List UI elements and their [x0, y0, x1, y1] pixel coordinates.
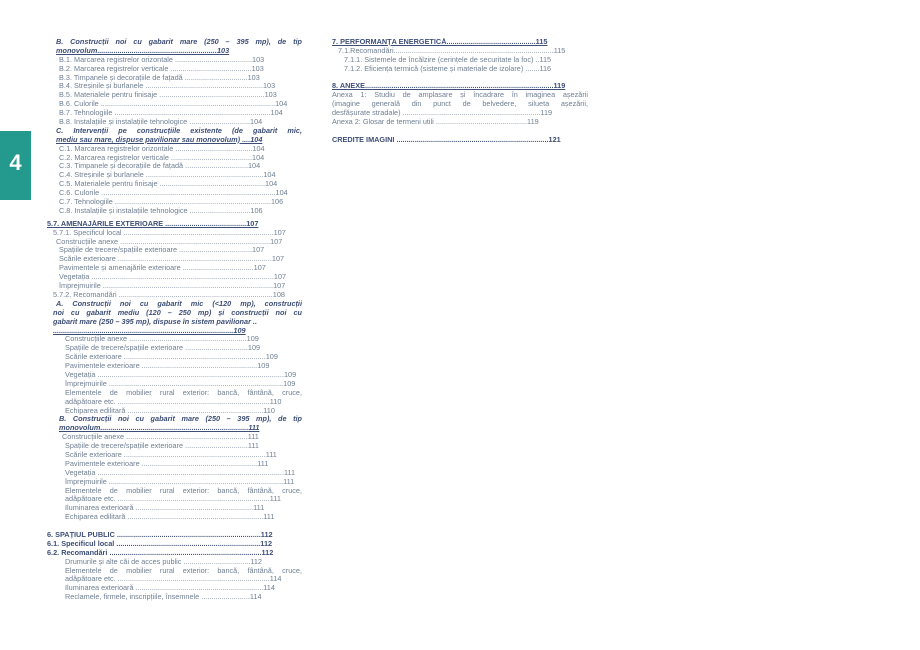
toc-entry: C.6. Culorile ......................................................................................104 [59, 189, 288, 198]
toc-entry: adăpătoare etc. ...........................................................................111 [65, 495, 281, 504]
toc-entry: Pavimentele exterioare .........................................................111 [65, 459, 269, 468]
toc-entry: Echiparea edilitară ...................................................................111 [65, 513, 275, 522]
toc-entry: B.7. Tehnologiile .............................................................................104 [59, 109, 283, 118]
toc-entry: Elementele de mobilier rural exterior: bancă, fântână, cruce, [65, 486, 302, 495]
toc-entry: Pavimentele și amenajările exterioare ...................................107 [59, 264, 266, 273]
toc-entry: Echiparea edilitară ...................................................................110 [65, 406, 275, 415]
toc-entry: .........................................................................................109 [53, 326, 246, 335]
toc-entry: mediu sau mare, dispuse pavilionar sau monovolum) ....104 [56, 135, 263, 144]
toc-spacer [47, 522, 302, 531]
toc-entry: gabarit mare (250 – 395 mp), dispuse în sistem pavilionar .. [53, 317, 257, 326]
toc-entry: adăpătoare etc. ...........................................................................110 [65, 397, 282, 406]
toc-spacer [332, 127, 588, 136]
chapter-side-tab [0, 131, 31, 200]
toc-entry: B.3. Timpanele și decorațiile de fațadă ...............................103 [59, 73, 260, 82]
toc-entry: Drumurile și alte căi de acces public .................................112 [65, 557, 262, 566]
toc-entry: 5.7.2. Recomandări ............................................................................108 [53, 290, 285, 299]
toc-entry: 6. SPAȚIUL PUBLIC .......................................................................112 [47, 530, 273, 539]
toc-entry: Iluminarea exterioară ..........................................................111 [65, 504, 265, 513]
toc-entry: 6.1. Specificul local .......................................................................112 [47, 539, 273, 548]
toc-entry: B.4. Streșinile și burlanele ..........................................................103 [59, 82, 276, 91]
toc-entry: C.3. Timpanele și decorațiile de fațadă ...............................104 [59, 162, 261, 171]
toc-entry: noi cu gabarit mediu (120 – 250 mp) și construcții noi cu [53, 308, 302, 317]
toc-entry: Pavimentele exterioare .........................................................109 [65, 362, 270, 371]
toc-entry: adăpătoare etc. ...........................................................................114 [65, 575, 282, 584]
toc-entry: (imagine generală din punct de belvedere, silueta așezării, [332, 100, 588, 109]
toc-entry: B. Construcții noi cu gabarit mare (250 – 395 mp), de tip [56, 38, 302, 46]
toc-entry: Scările exterioare ............................................................................107 [59, 255, 285, 264]
toc-entry: C.4. Streșinile și burlanele ..........................................................104 [59, 171, 276, 180]
toc-entry: Împrejmuirile ......................................................................................109 [65, 379, 296, 388]
toc-entry: Împrejmuirile ......................................................................................111 [65, 477, 295, 486]
toc-entry: 5.7. AMENAJĂRILE EXTERIOARE ........................................107 [47, 219, 259, 228]
toc-entry: 7.1.Recomandări...............................................................................115 [338, 46, 566, 55]
toc-entry: Spațiile de trecere/spațiile exterioare ...............................111 [65, 442, 259, 451]
toc-entry: B.6. Culorile ......................................................................................104 [59, 100, 288, 109]
toc-entry: monovolum...........................................................103 [56, 46, 230, 55]
toc-entry: C. Intervenții pe construcțiile existente (de gabarit mic, [56, 126, 302, 135]
toc-entry: Construcțiile anexe ............................................................111 [62, 433, 259, 442]
toc-entry: C.2. Marcarea registrelor verticale ........................................104 [59, 153, 265, 162]
chapter-number: 4 [9, 150, 22, 175]
toc-spacer [332, 74, 588, 83]
toc-entry: C.7. Tehnologiile .............................................................................106 [59, 198, 284, 207]
toc-entry: B.1. Marcarea registrelor orizontale ......................................103 [59, 55, 265, 64]
toc-entry: Construcțiile anexe ..........................................................................107 [56, 237, 283, 246]
toc-entry: Împrejmuirile ....................................................................................107 [59, 282, 286, 291]
toc-entry: Scările exterioare ......................................................................111 [65, 450, 277, 459]
toc-entry: monovolum.........................................................................111 [59, 424, 260, 433]
toc-entry: Elementele de mobilier rural exterior: bancă, fântână, cruce, [65, 388, 302, 397]
toc-entry: Spațiile de trecere/spațiile exterioare ....................................107 [59, 246, 265, 255]
toc-entry: Anexa 1: Studiu de amplasare și încadrare în imaginea așezării [332, 91, 588, 100]
toc-entry: Anexa 2: Glosar de termeni utili .............................................119 [332, 118, 539, 127]
toc-entry: Elementele de mobilier rural exterior: bancă, fântână, cruce, [65, 566, 302, 575]
toc-entry: CREDITE IMAGINI ...........................................................................121 [332, 135, 561, 144]
toc-entry: 7.1.2. Eficiența termică (sisteme și materiale de izolare) .......116 [344, 64, 552, 73]
toc-entry: Iluminarea exterioară ...............................................................114 [65, 584, 275, 593]
toc-entry: Spațiile de trecere/spațiile exterioare ...............................109 [65, 344, 261, 353]
toc-entry: Vegetația ............................................................................................111 [65, 468, 296, 477]
toc-entry: Vegetația ..........................................................................................107 [59, 273, 287, 282]
toc-entry: C.5. Materialele pentru finisaje ....................................................104 [59, 180, 278, 189]
toc-entry: Vegetația ............................................................................................109 [65, 370, 297, 379]
toc-entry: B.5. Materialele pentru finisaje ....................................................103 [59, 91, 277, 100]
toc-right-column [332, 38, 588, 145]
toc-entry: Construcțiile anexe ..........................................................109 [65, 335, 259, 344]
toc-entry: 7.1.1. Sistemele de încălzire (cerințele de securitate la foc) ..115 [344, 55, 552, 64]
toc-left-column [47, 38, 302, 602]
toc-entry: C.8. Instalațiile și instalațiile tehnologice ..............................106 [59, 206, 263, 215]
toc-entry: desfășurate stradale) ....................................................................119 [332, 109, 553, 118]
toc-entry: Scările exterioare ......................................................................109 [65, 353, 278, 362]
toc-entry: B.2. Marcarea registrelor verticale ........................................103 [59, 64, 264, 73]
toc-entry: Reclamele, firmele, inscripțiile, însemnele ........................114 [65, 593, 262, 602]
toc-entry: C.1. Marcarea registrelor orizontale ......................................104 [59, 144, 265, 153]
toc-entry: A. Construcții noi cu gabarit mic (<120 mp), construcții [56, 299, 302, 308]
toc-entry: B. Construcții noi cu gabarit mare (250 – 395 mp), de tip [59, 415, 302, 424]
toc-entry: 8. ANEXE.............................................................................................119 [332, 82, 566, 91]
toc-entry: 6.2. Recomandări ...........................................................................112 [47, 548, 274, 557]
toc-entry: B.8. Instalațiile și instalațiile tehnologice ..............................104 [59, 118, 263, 127]
toc-entry: 5.7.1. Specificul local ..........................................................................107 [53, 228, 286, 237]
toc-entry: 7. PERFORMANȚA ENERGETICĂ............................................115 [332, 38, 548, 46]
